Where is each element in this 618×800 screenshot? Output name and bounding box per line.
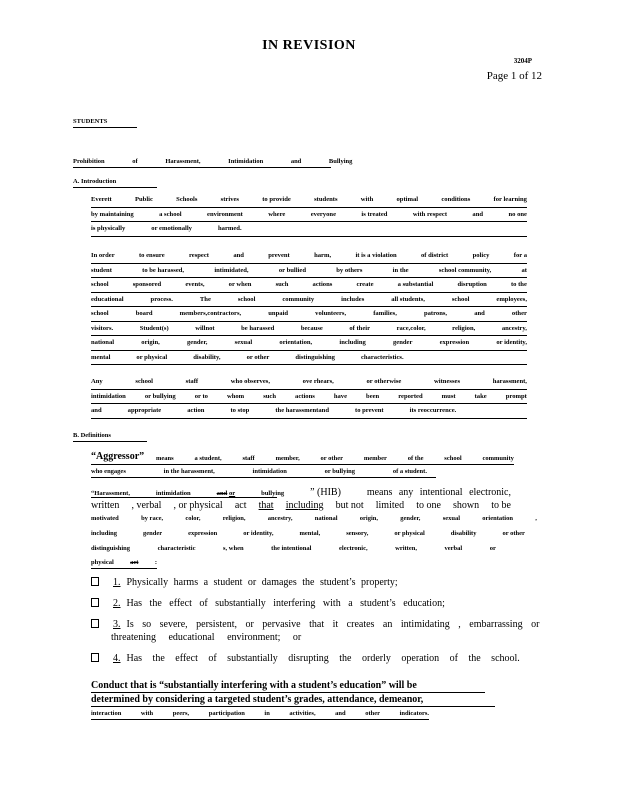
word: to one <box>416 500 441 511</box>
word: origin, <box>141 339 160 346</box>
word: and <box>472 210 484 218</box>
hib-line-4 <box>91 530 525 537</box>
word: member <box>363 455 387 462</box>
word: is treated <box>361 210 388 218</box>
word: everyone <box>310 210 336 218</box>
word: patrons, <box>423 310 448 317</box>
hib-line-5 <box>91 545 496 552</box>
revision-title: IN REVISION <box>262 38 356 53</box>
word: or emotionally <box>151 225 192 232</box>
word: conditions <box>441 196 471 203</box>
word: respect <box>188 252 209 259</box>
word: means <box>156 455 174 462</box>
word: or physical <box>136 353 168 361</box>
word: to provide <box>262 196 291 203</box>
word: with <box>140 710 154 717</box>
document-heading <box>73 158 353 165</box>
word: it is a violation <box>355 252 397 259</box>
word: other <box>365 710 380 717</box>
word: of the <box>407 455 424 462</box>
word: its reoccurrence. <box>409 407 457 414</box>
list-item <box>91 597 445 609</box>
word: to be <box>491 500 511 511</box>
word: or otherwise <box>366 378 402 385</box>
word: gender, <box>186 339 208 346</box>
word: witnesses <box>434 378 461 385</box>
word: process. <box>150 295 173 303</box>
word: community <box>282 295 315 303</box>
word: such <box>263 392 277 400</box>
word: and <box>474 310 485 317</box>
word: , verbal <box>131 500 162 511</box>
word: at <box>521 266 527 274</box>
word: the harassmentand <box>275 407 329 414</box>
word: board <box>135 310 153 317</box>
word: including <box>91 530 118 537</box>
word: disability <box>450 530 477 537</box>
word: appropriate <box>127 407 162 414</box>
word: sponsored <box>132 281 162 288</box>
intro-paragraph-2 <box>91 249 527 365</box>
item-text: Physically harms a student or damages the student’s property; <box>126 577 398 588</box>
word: school <box>237 295 256 303</box>
word: The <box>199 295 211 303</box>
word: disability, <box>193 353 221 361</box>
word: interaction <box>91 710 122 717</box>
word: Any <box>91 378 103 385</box>
inserted-word: or <box>228 490 236 497</box>
item-number: 2. <box>113 598 121 609</box>
word: or physical <box>394 530 425 537</box>
word: must <box>441 392 456 400</box>
word: employees, <box>496 295 527 303</box>
word: or identity, <box>496 339 527 346</box>
word: sensory, <box>346 530 369 537</box>
word: Everett <box>91 196 112 203</box>
word: characteristics. <box>360 353 404 361</box>
word: or <box>489 545 496 552</box>
word: distinguishing <box>91 545 131 552</box>
word: other <box>511 310 527 317</box>
word: and <box>91 407 102 414</box>
word: educational <box>91 295 124 303</box>
word: willnot <box>195 324 215 332</box>
intro-paragraph-1 <box>91 193 527 237</box>
word: gender, <box>400 515 421 522</box>
aggressor-def-line-2 <box>91 468 427 475</box>
word: in the <box>392 266 409 274</box>
word: optimal <box>396 196 419 203</box>
word: for learning <box>493 196 527 203</box>
word: intimidation <box>91 392 126 400</box>
checkbox-icon <box>91 598 99 607</box>
word: Student(s) <box>139 324 169 332</box>
paragraph-line <box>91 293 527 308</box>
word: with respect <box>412 210 448 218</box>
aggressor-term: “Aggressor” <box>91 451 145 462</box>
word: religion, <box>452 324 476 332</box>
word: national <box>91 339 115 346</box>
paragraph-line <box>91 249 527 264</box>
word: staff <box>242 455 255 462</box>
word: physical <box>91 559 114 566</box>
word: reported <box>398 392 423 400</box>
word: of district <box>420 252 449 259</box>
word: to ensure <box>138 252 165 259</box>
word: orientation, <box>279 339 313 346</box>
hib-term-part: intimidation <box>155 490 191 497</box>
word: disruption <box>457 281 487 288</box>
word: actions <box>295 392 315 400</box>
word: origin, <box>359 515 379 522</box>
word: or bullying <box>324 468 356 475</box>
item-text: Has the effect of substantially interfering with a student’s education; <box>126 598 445 609</box>
section-label: STUDENTS <box>73 118 108 125</box>
policy-id: 3204P <box>513 57 532 65</box>
word: to stop <box>230 407 250 414</box>
word: sexual <box>442 515 461 522</box>
word: race,color, <box>396 324 426 332</box>
checkbox-icon <box>91 619 99 628</box>
word: including <box>285 500 324 511</box>
word: school <box>444 455 462 462</box>
word: or other <box>246 353 270 361</box>
paragraph-line <box>91 375 527 390</box>
paragraph-line <box>91 390 527 405</box>
checkbox-icon <box>91 577 99 586</box>
word: by others <box>336 266 363 274</box>
paragraph-line <box>91 336 527 351</box>
word: action <box>187 407 205 414</box>
word: families, <box>373 310 397 317</box>
word: religion, <box>222 515 246 522</box>
word: Public <box>134 196 153 203</box>
paragraph-line <box>91 264 527 279</box>
word: where <box>268 210 286 218</box>
word: students <box>314 196 338 203</box>
word: motivated <box>91 515 119 522</box>
word: mental, <box>299 530 321 537</box>
word: by race, <box>141 515 164 522</box>
word: , <box>535 515 537 522</box>
word: ancestry, <box>501 324 527 332</box>
word: characteristic <box>157 545 196 552</box>
word: or bullied <box>278 266 306 274</box>
hib-line-2 <box>91 500 511 511</box>
word: orientation <box>482 515 513 522</box>
word: be harassed <box>241 324 275 332</box>
conduct-line-3 <box>91 710 429 717</box>
word: visitors. <box>91 324 114 332</box>
word: , or physical <box>173 500 223 511</box>
item-number: 3. <box>113 619 121 630</box>
word: by maintaining <box>91 210 134 218</box>
word: expression <box>188 530 218 537</box>
word: take <box>474 392 487 400</box>
list-item <box>91 618 539 630</box>
word: indicators. <box>399 710 429 717</box>
word: community <box>482 455 514 462</box>
page-number: Page 1 of 12 <box>486 70 542 82</box>
word: who engages <box>91 468 126 475</box>
word: been <box>366 392 380 400</box>
word: intimidated, <box>214 266 249 274</box>
word: national <box>314 515 338 522</box>
word: strives <box>220 196 239 203</box>
word: to be harassed, <box>142 266 185 274</box>
struck-word: and <box>216 490 228 497</box>
word: limited <box>375 500 405 511</box>
word: events, <box>185 281 205 288</box>
word: gender <box>392 339 413 346</box>
word: no one <box>508 210 527 218</box>
word: activities, <box>289 710 316 717</box>
word: or other <box>320 455 343 462</box>
list-item <box>91 576 398 588</box>
hib-abbrev: ” (HIB) <box>310 487 341 498</box>
word: school <box>135 378 153 385</box>
hib-term-part: bullying <box>261 490 285 497</box>
word: verbal <box>444 545 463 552</box>
word: ove rhears, <box>302 378 334 385</box>
paragraph-line <box>91 222 527 237</box>
word: but not <box>335 500 364 511</box>
word: all students, <box>391 295 425 303</box>
word: the intentional <box>271 545 312 552</box>
word: in <box>264 710 270 717</box>
word: shown <box>453 500 480 511</box>
list-item <box>91 652 520 664</box>
item-text: Is so severe, persistent, or pervasive that it creates an intimidating , embarrassing or <box>126 619 540 630</box>
word: create <box>356 281 374 288</box>
hib-line-3 <box>91 515 537 522</box>
word: of a student. <box>392 468 427 475</box>
word: mental <box>91 353 111 361</box>
word: or bullying <box>144 392 176 400</box>
word: environment <box>207 210 243 218</box>
conduct-line-2: determined by considering a targeted student’s grades, attendance, demeanor, <box>91 694 424 705</box>
word: volunteers, <box>315 310 347 317</box>
word: school <box>91 281 109 288</box>
word: In order <box>91 252 115 259</box>
word: sexual <box>234 339 253 346</box>
word: school <box>91 310 109 317</box>
word: participation <box>208 710 245 717</box>
paragraph-line <box>91 193 527 208</box>
checkbox-icon <box>91 653 99 662</box>
word: or when <box>228 281 252 288</box>
word: with <box>360 196 374 203</box>
word: harm, <box>314 252 332 259</box>
section-a-heading: A. Introduction <box>73 178 117 185</box>
paragraph-line <box>91 278 527 293</box>
paragraph-line <box>91 404 527 419</box>
word: staff <box>185 378 199 385</box>
word: member, <box>275 455 300 462</box>
word: prompt <box>505 392 527 400</box>
word: to the <box>510 281 527 288</box>
word: written, <box>395 545 417 552</box>
word: or identity, <box>243 530 274 537</box>
word: including <box>339 339 366 346</box>
word: Schools <box>176 196 198 203</box>
word: and <box>335 710 346 717</box>
word: because <box>300 324 323 332</box>
word: for a <box>513 252 527 259</box>
document-heading-text: Prohibition of Harassment, Intimidation and Bullying <box>73 158 353 165</box>
hib-means: means any intentional electronic, <box>366 487 511 498</box>
conduct-line-1: Conduct that is “substantially interfering with a student’s education” will be <box>91 680 417 691</box>
word: student <box>91 266 112 274</box>
word: or other <box>502 530 525 537</box>
word: prevent <box>268 252 290 259</box>
word: includes <box>341 295 365 303</box>
word: electronic, <box>339 545 368 552</box>
aggressor-def-line-1 <box>156 455 514 462</box>
word: a school <box>159 210 182 218</box>
word: whom <box>226 392 245 400</box>
word: who observes, <box>230 378 270 385</box>
word: and <box>233 252 244 259</box>
word: unpaid <box>268 310 289 317</box>
word: expression <box>439 339 470 346</box>
item-text: Has the effect of substantially disrupting the orderly operation of the school. <box>126 653 520 664</box>
word: intimidation <box>252 468 287 475</box>
word: that <box>258 500 274 511</box>
paragraph-line <box>91 307 527 322</box>
word: distinguishing <box>295 353 335 361</box>
section-b-heading: B. Definitions <box>73 432 111 439</box>
intro-paragraph-3 <box>91 375 527 419</box>
word: have <box>333 392 348 400</box>
paragraph-line <box>91 208 527 223</box>
word: members,contractors, <box>179 310 242 317</box>
word: s, when <box>223 545 244 552</box>
word: written <box>91 500 120 511</box>
word: to prevent <box>355 407 384 414</box>
word: act <box>234 500 247 511</box>
word: in the harassment, <box>163 468 215 475</box>
list-item-continued <box>111 632 301 643</box>
hib-line-6 <box>91 559 157 566</box>
word: a substantial <box>397 281 434 288</box>
paragraph-line <box>91 322 527 337</box>
hib-term-part: “Harassment, <box>91 490 131 497</box>
word: gender <box>143 530 163 537</box>
word: act <box>130 559 139 566</box>
item-number: 4. <box>113 653 121 664</box>
word: such <box>275 281 289 288</box>
item-text: threatening educational environment; or <box>111 632 302 643</box>
word: harmed. <box>217 225 242 232</box>
word: peers, <box>172 710 190 717</box>
item-number: 1. <box>113 577 121 588</box>
word: ancestry, <box>267 515 293 522</box>
word: is physically <box>91 225 126 232</box>
word: or to <box>194 392 208 400</box>
word: actions <box>312 281 333 288</box>
word: school <box>451 295 470 303</box>
word: color, <box>185 515 201 522</box>
paragraph-line <box>91 351 527 366</box>
word: a student, <box>194 455 222 462</box>
word: harassment, <box>492 378 527 385</box>
word: : <box>154 559 157 566</box>
word: of their <box>349 324 371 332</box>
word: policy <box>472 252 490 259</box>
word: school community, <box>438 266 492 274</box>
